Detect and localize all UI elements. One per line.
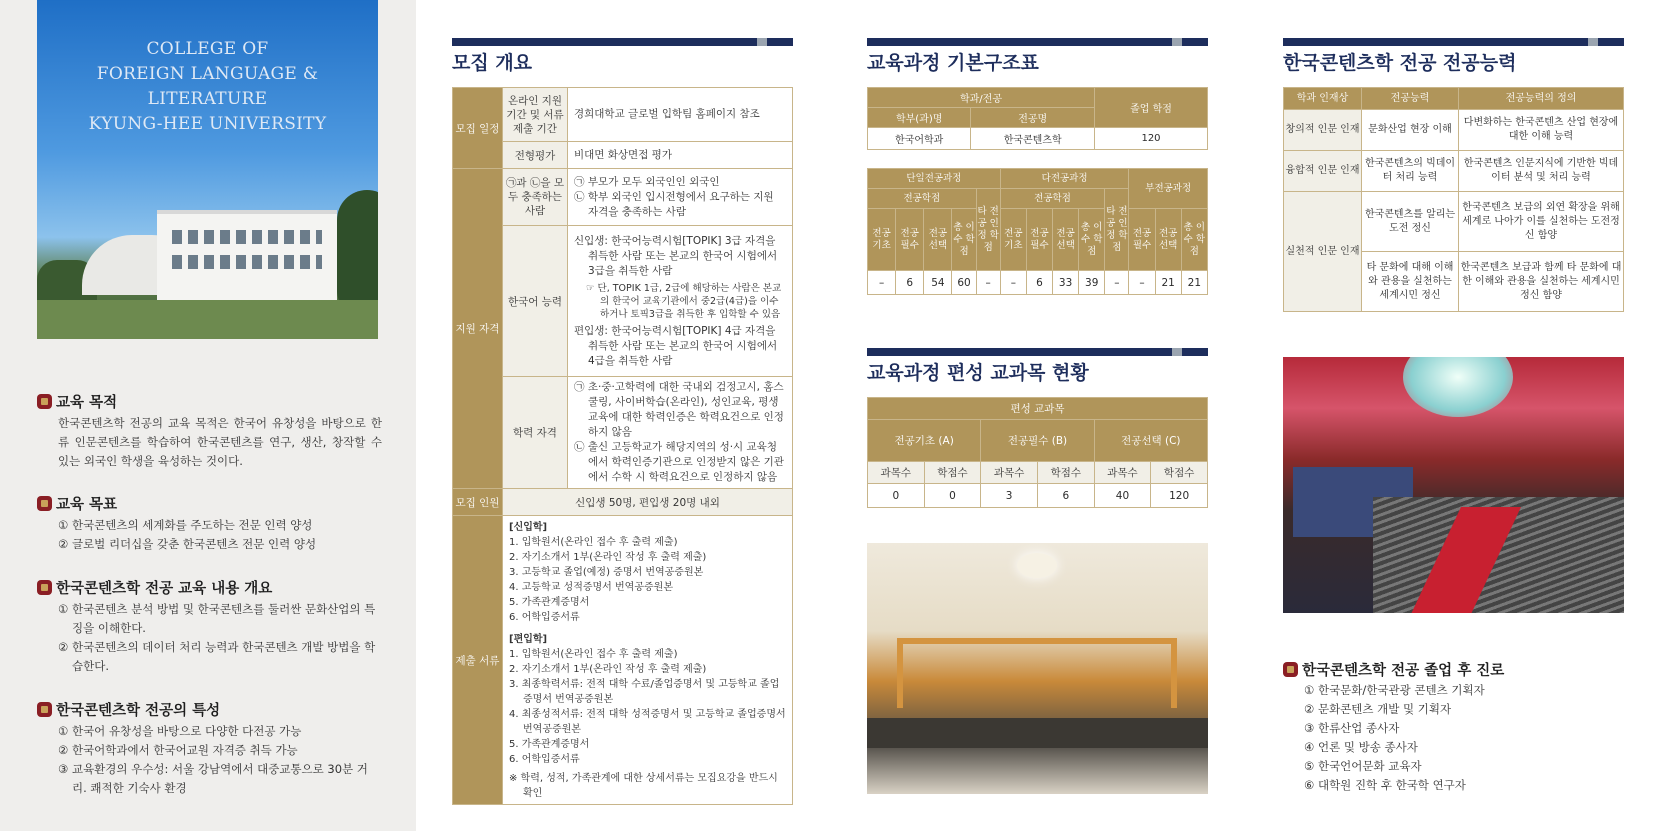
cell-value: 비대면 화상면접 평가 — [568, 142, 793, 169]
docs-cell — [503, 516, 793, 805]
col-header: 과목수 — [1094, 462, 1151, 484]
college-title-line: COLLEGE OF — [146, 39, 269, 59]
section-major-features — [37, 699, 382, 798]
building-windows — [172, 230, 322, 244]
col-header: 전공명 — [971, 108, 1095, 128]
study-desks — [867, 718, 1208, 748]
cell-value — [568, 169, 793, 226]
curriculum-table — [867, 397, 1208, 508]
col-header: 학점수 — [924, 462, 981, 484]
table-cell: 한국콘텐츠 보급의 외연 확장을 위해 세계로 나아가 이를 실천하는 도전정신 함양 — [1459, 192, 1624, 252]
cell-value: 신입생 50명, 편입생 20명 내외 — [503, 489, 793, 516]
table-cell: 한국어학과 — [868, 128, 971, 150]
table-cell: 실천적 인문 인재 — [1284, 192, 1362, 312]
list-item: ⑥ 대학원 진학 후 한국학 연구자 — [1304, 778, 1466, 792]
row-label: 모집 일정 — [453, 88, 503, 169]
header-bar — [1283, 38, 1624, 46]
table-cell: 40 — [1094, 484, 1151, 508]
col-header: 편성 교과목 — [868, 398, 1208, 420]
col-header: 졸업 학점 — [1095, 88, 1208, 128]
header-bar — [867, 38, 1208, 46]
col-header: 학점수 — [1151, 462, 1208, 484]
table-cell: – — [1000, 271, 1026, 295]
col-header: 학점수 — [1037, 462, 1094, 484]
col-header: 과목수 — [868, 462, 925, 484]
row-label: 지원 자격 — [453, 169, 503, 489]
col-header: 전공학점 — [1000, 189, 1105, 209]
list-item: ⑤ 한국언어문화 교육자 — [1304, 759, 1422, 773]
col-header: 전공 선택 — [1155, 209, 1181, 271]
table-cell: 60 — [952, 271, 976, 295]
table-cell: 융합적 인문 인재 — [1284, 151, 1362, 192]
cell-key: 전형평가 — [503, 142, 568, 169]
table-cell: 3 — [981, 484, 1038, 508]
college-title-line: KYUNG-HEE UNIVERSITY — [88, 114, 327, 134]
col-header: 전공능력 — [1362, 88, 1459, 110]
section-heading — [37, 391, 382, 411]
docs-item: 6. 어학입증서류 — [509, 754, 580, 765]
col-header: 타 전공 인정 학점 — [976, 189, 1000, 271]
cell-value: 경희대학교 글로벌 입학팀 홈페이지 참조 — [568, 88, 793, 142]
chandelier — [1017, 553, 1057, 578]
table-cell: 0 — [924, 484, 981, 508]
table-cell: 창의적 인문 인재 — [1284, 110, 1362, 151]
college-title — [37, 37, 378, 137]
recruit-table — [452, 87, 793, 805]
cell-line: ㉠ 초·중·고학력에 대한 국내외 검정고시, 홈스쿨링, 사이버학습(온라인), 성인교육, 평생교육에 대한 학력인증은 학력요건으로 인정하지 않음 — [574, 381, 784, 438]
basic-structure-title: 교육과정 기본구조표 — [867, 52, 1039, 74]
col-header: 전공능력의 정의 — [1459, 88, 1624, 110]
section-course-overview — [37, 577, 382, 676]
header-bar-accent — [1172, 348, 1182, 356]
table-cell: 54 — [924, 271, 952, 295]
header-bar — [452, 38, 793, 46]
table-cell: 한국콘텐츠의 빅데이터 처리 능력 — [1362, 151, 1459, 192]
auditorium-photo — [1283, 357, 1624, 613]
col-header: 전공학점 — [868, 189, 977, 209]
col-header: 총 이수 학점 — [1181, 209, 1207, 271]
ability-title: 한국콘텐츠학 전공 전공능력 — [1283, 52, 1517, 74]
table-cell: – — [1129, 271, 1155, 295]
col-header: 전공 필수 — [1129, 209, 1155, 271]
col-header: 학부(과)명 — [868, 108, 971, 128]
bullet-icon — [37, 702, 52, 717]
header-bar-accent — [1172, 38, 1182, 46]
list-item: ① 한국콘텐츠 분석 방법 및 한국콘텐츠를 둘러싼 문화산업의 특징을 이해한다. — [58, 602, 376, 635]
table-cell: 21 — [1181, 271, 1207, 295]
section-education-goal — [37, 493, 382, 554]
list-item: ③ 한류산업 종사자 — [1304, 721, 1400, 735]
college-title-line: FOREIGN LANGUAGE & — [96, 64, 319, 84]
col-header: 총 이수 학점 — [952, 209, 976, 271]
section-heading — [37, 699, 382, 719]
docs-item: 4. 고등학교 성적증명서 번역공증원본 — [509, 582, 673, 593]
cell-key: 한국어 능력 — [503, 226, 568, 377]
list-item: ② 한국콘텐츠의 데이터 처리 능력과 한국콘텐츠 개발 방법을 학습한다. — [58, 640, 376, 673]
section-heading — [1283, 659, 1628, 679]
cell-line: 신입생: 한국어능력시험[TOPIK] 3급 자격을 취득한 사람 또는 본교의 한국어 시험에서 3급을 취득한 사람 — [574, 234, 778, 277]
col-header: 단일전공과정 — [868, 169, 1001, 189]
college-title-line: LITERATURE — [147, 89, 268, 109]
table-cell: 6 — [1026, 271, 1052, 295]
curriculum-title: 교육과정 편성 교과목 현황 — [867, 362, 1089, 384]
col-header: 과목수 — [981, 462, 1038, 484]
docs-group-title: [편입학] — [509, 634, 548, 645]
cell-note: ☞ 단, TOPIK 1급, 2급에 해당하는 사람은 본교의 한국어 교육기관에서 중2급(4급)을 이수하거나 토픽3급을 취득한 후 입학할 수 있음 — [586, 282, 782, 320]
table-cell: 33 — [1053, 271, 1079, 295]
col-header: 전공 선택 — [924, 209, 952, 271]
heading-text: 교육 목적 — [56, 394, 118, 411]
list-item: ③ 교육환경의 우수성: 서울 강남역에서 대중교통으로 30분 거리. 쾌적한 기숙사 환경 — [58, 762, 368, 795]
cell-key: ㉠과 ㉡을 모두 충족하는 사람 — [503, 169, 568, 226]
course-structure-table — [867, 168, 1208, 295]
heading-text: 한국콘텐츠학 전공 교육 내용 개요 — [56, 580, 273, 597]
docs-item: 4. 최종성적서류: 전적 대학 성적증명서 및 고등학교 졸업증명서 번역공증원본 — [509, 709, 786, 735]
docs-item: 2. 자기소개서 1부(온라인 작성 후 출력 제출) — [509, 664, 707, 675]
col-header: 전공 기초 — [868, 209, 896, 271]
bookshelf-frame — [897, 638, 1177, 708]
table-cell: 한국콘텐츠 보급과 함께 타 문화에 대한 이해와 관용을 실천하는 세계시민 정신 함양 — [1459, 252, 1624, 312]
recruit-title: 모집 개요 — [452, 52, 533, 74]
cell-key: 학력 자격 — [503, 377, 568, 489]
row-label: 모집 인원 — [453, 489, 503, 516]
heading-text: 한국콘텐츠학 전공의 특성 — [56, 702, 221, 719]
header-bar-accent — [757, 38, 767, 46]
header-bar — [867, 348, 1208, 356]
docs-item: 1. 입학원서(온라인 접수 후 출력 제출) — [509, 537, 678, 548]
list-item: ① 한국콘텐츠의 세계화를 주도하는 전문 인력 양성 — [58, 518, 313, 532]
section-career — [1283, 659, 1628, 795]
list-item: ④ 언론 및 방송 종사자 — [1304, 740, 1418, 754]
bullet-icon — [1283, 662, 1298, 677]
docs-note: ※ 학력, 성적, 가족관계에 대한 상세서류는 모집요강을 반드시 확인 — [509, 773, 778, 799]
docs-item: 2. 자기소개서 1부(온라인 작성 후 출력 제출) — [509, 552, 707, 563]
table-cell: 다변화하는 한국콘텐츠 산업 현장에 대한 이해 능력 — [1459, 110, 1624, 151]
cell-line: ㉠ 부모가 모두 외국인인 외국인 — [574, 175, 720, 188]
cell-value — [568, 226, 793, 377]
bullet-icon — [37, 580, 52, 595]
col-header: 전공 필수 — [896, 209, 924, 271]
table-cell: 120 — [1095, 128, 1208, 150]
list-item: ① 한국문화/한국관광 콘텐츠 기획자 — [1304, 683, 1485, 697]
table-cell: 21 — [1155, 271, 1181, 295]
table-cell: 타 문화에 대해 이해와 관용을 실천하는 세계시민 정신 — [1362, 252, 1459, 312]
list-item: ② 글로벌 리더십을 갖춘 한국콘텐츠 전문 인력 양성 — [58, 537, 317, 551]
ability-table — [1283, 87, 1624, 312]
list-item: ② 문화콘텐츠 개발 및 기획자 — [1304, 702, 1452, 716]
table-cell: 0 — [868, 484, 925, 508]
section-education-purpose — [37, 391, 382, 471]
docs-item: 3. 최종학력서류: 전적 대학 수료/졸업증명서 및 고등학교 졸업증명서 번역공증원본 — [509, 679, 780, 705]
table-cell: 한국콘텐츠학 — [971, 128, 1095, 150]
docs-item: 5. 가족관계증명서 — [509, 597, 590, 608]
cell-key: 온라인 지원 기간 및 서류제출 기간 — [503, 88, 568, 142]
col-header: 타 전공 인정 학점 — [1105, 189, 1129, 271]
col-header: 전공기초 (A) — [868, 420, 981, 462]
table-cell: 문화산업 현장 이해 — [1362, 110, 1459, 151]
col-header: 학과 인재상 — [1284, 88, 1362, 110]
docs-item: 5. 가족관계증명서 — [509, 739, 590, 750]
building-windows — [172, 255, 322, 269]
list-item: ② 한국어학과에서 한국어교원 자격증 취득 가능 — [58, 743, 298, 757]
cell-line: ㉡ 학부 외국인 입시전형에서 요구하는 지원 자격을 충족하는 사람 — [574, 190, 774, 218]
col-header: 전공필수 (B) — [981, 420, 1094, 462]
table-cell: – — [1105, 271, 1129, 295]
table-cell: 6 — [1037, 484, 1094, 508]
list-item: ① 한국어 유창성을 바탕으로 다양한 다전공 가능 — [58, 724, 302, 738]
ceiling-dome — [1403, 357, 1513, 417]
heading-text: 한국콘텐츠학 전공 졸업 후 진로 — [1302, 662, 1505, 679]
col-header: 전공 기초 — [1000, 209, 1026, 271]
docs-item: 3. 고등학교 졸업(예정) 증명서 번역공증원본 — [509, 567, 704, 578]
table-cell: – — [868, 271, 896, 295]
campus-photo — [37, 0, 378, 339]
section-heading — [37, 493, 382, 513]
row-label: 제출 서류 — [453, 516, 503, 805]
table-cell: – — [976, 271, 1000, 295]
col-header: 전공선택 (C) — [1094, 420, 1207, 462]
basic-structure-table — [867, 87, 1208, 150]
col-header: 다전공과정 — [1000, 169, 1129, 189]
col-header: 학과/전공 — [868, 88, 1095, 108]
table-cell: 한국콘텐츠를 알리는 도전 정신 — [1362, 192, 1459, 252]
col-header: 전공 선택 — [1053, 209, 1079, 271]
table-cell: 39 — [1079, 271, 1105, 295]
cell-line: ㉡ 출신 고등학교가 해당지역의 성·시 교육청에서 학력인증기관으로 인정받지 않은 기관에서 수학 시 학력요건으로 인정하지 않음 — [574, 441, 784, 483]
bullet-icon — [37, 394, 52, 409]
table-cell: 6 — [896, 271, 924, 295]
bullet-icon — [37, 496, 52, 511]
cell-line: 편입생: 한국어능력시험[TOPIK] 4급 자격을 취득한 사람 또는 본교의 한국어 시험에서 4급을 취득한 사람 — [574, 324, 778, 367]
table-cell: 한국콘텐츠 인문지식에 기반한 빅데이터 분석 및 처리 능력 — [1459, 151, 1624, 192]
cell-value — [568, 377, 793, 489]
section-heading — [37, 577, 382, 597]
heading-text: 교육 목표 — [56, 496, 118, 513]
docs-item: 6. 어학입증서류 — [509, 612, 580, 623]
col-header: 부전공과정 — [1129, 169, 1208, 209]
docs-item: 1. 입학원서(온라인 접수 후 출력 제출) — [509, 649, 678, 660]
col-header: 총 이수 학점 — [1079, 209, 1105, 271]
header-bar-accent — [1588, 38, 1598, 46]
docs-group-title: [신입학] — [509, 522, 548, 533]
section-body: 한국콘텐츠학 전공의 교육 목적은 한국어 유창성을 바탕으로 한류 인문콘텐츠를 학습하여 한국콘텐츠를 연구, 생산, 창작할 수 있는 외국인 학생을 육성하는 것이다. — [58, 416, 382, 468]
library-photo — [867, 543, 1208, 794]
ground-shrubs — [37, 300, 378, 339]
table-cell: 120 — [1151, 484, 1208, 508]
col-header: 전공 필수 — [1026, 209, 1052, 271]
